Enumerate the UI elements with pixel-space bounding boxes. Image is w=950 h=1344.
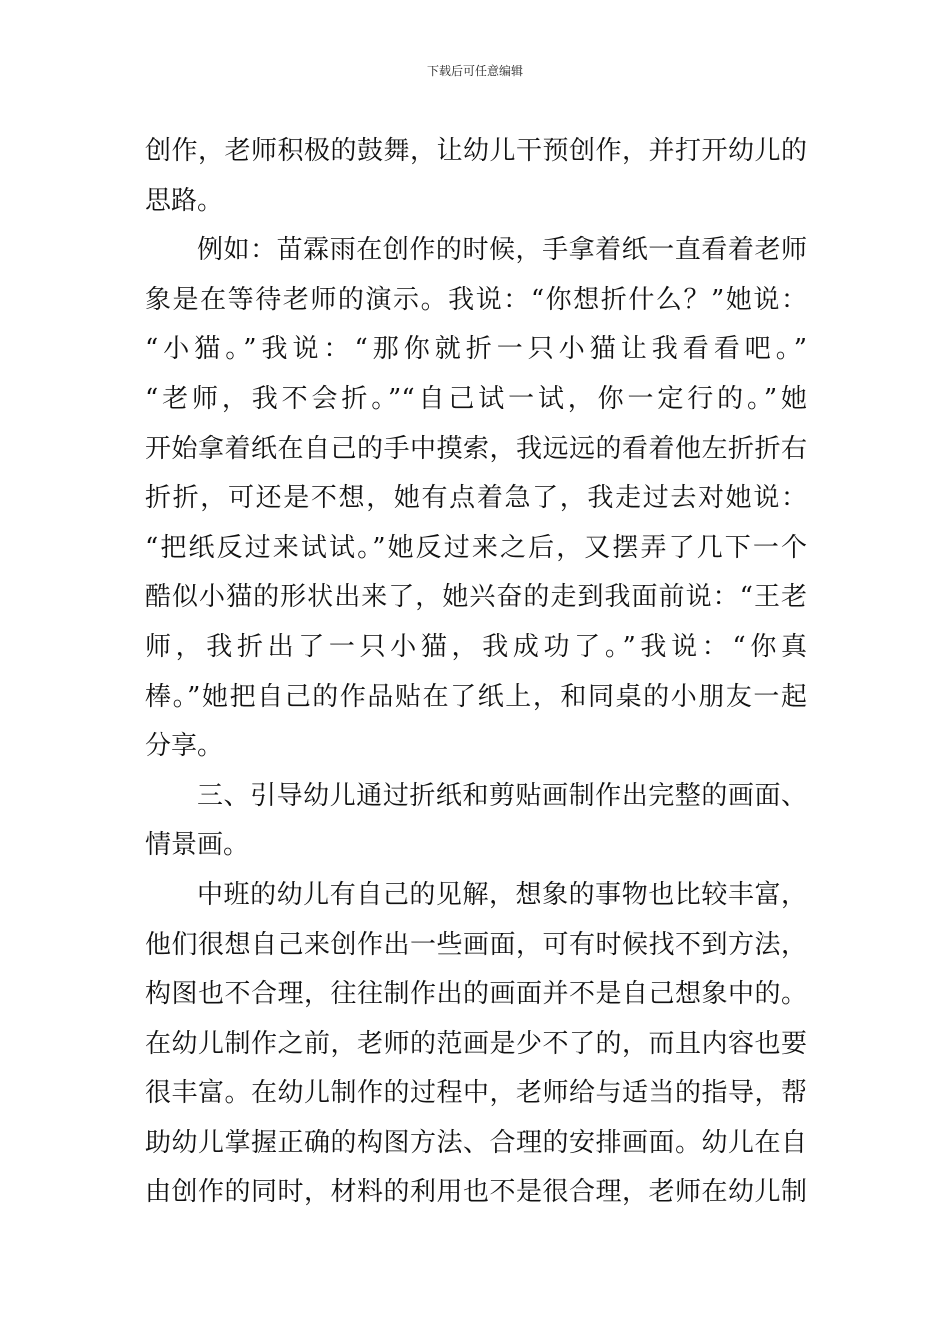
document-body — [145, 127, 807, 1218]
text-line: 酷似小猫的形状出来了，她兴奋的走到我面前说：“王老 — [145, 582, 807, 613]
text-line: “小猫。”我说：“那你就折一只小猫让我看看吧。” — [145, 334, 807, 365]
text-line: “把纸反过来试试。”她反过来之后，又摆弄了几下一个 — [145, 532, 807, 563]
text-line: 他们很想自己来创作出一些画面，可有时候找不到方法， — [145, 929, 807, 960]
text-line: 开始拿着纸在自己的手中摸索，我远远的看着他左折折右 — [145, 433, 807, 464]
paragraph — [145, 127, 807, 226]
text-line: “老师，我不会折。”“自己试一试，你一定行的。”她 — [145, 383, 807, 414]
text-line: 例如：苗霖雨在创作的时候，手拿着纸一直看着老师 — [197, 235, 807, 266]
text-line: 棒。”她把自己的作品贴在了纸上，和同桌的小朋友一起 — [145, 681, 807, 712]
paragraph — [145, 226, 807, 772]
text-line: 助幼儿掌握正确的构图方法、合理的安排画面。幼儿在自 — [145, 1127, 807, 1158]
text-line: 折折，可还是不想，她有点着急了，我走过去对她说： — [145, 483, 807, 514]
paragraph — [145, 772, 807, 871]
text-line: 情景画。 — [145, 830, 250, 861]
text-line: 象是在等待老师的演示。我说：“你想折什么？”她说： — [145, 284, 807, 315]
text-line: 三、引导幼儿通过折纸和剪贴画制作出完整的画面、 — [197, 780, 807, 811]
text-line: 中班的幼儿有自己的见解，想象的事物也比较丰富， — [197, 879, 807, 910]
page-header: 下载后可任意编辑 — [426, 64, 523, 78]
paragraph — [145, 871, 807, 1218]
text-line: 构图也不合理，往往制作出的画面并不是自己想象中的。 — [145, 979, 807, 1010]
text-line: 在幼儿制作之前，老师的范画是少不了的，而且内容也要 — [145, 1028, 807, 1059]
text-line: 思路。 — [145, 185, 224, 216]
text-line: 由创作的同时，材料的利用也不是很合理，老师在幼儿制 — [145, 1177, 807, 1208]
text-line: 很丰富。在幼儿制作的过程中，老师给与适当的指导，帮 — [145, 1078, 807, 1109]
text-line: 师，我折出了一只小猫，我成功了。”我说：“你真 — [145, 631, 807, 662]
text-line: 分享。 — [145, 731, 224, 762]
text-line: 创作，老师积极的鼓舞，让幼儿干预创作，并打开幼儿的 — [145, 136, 807, 166]
